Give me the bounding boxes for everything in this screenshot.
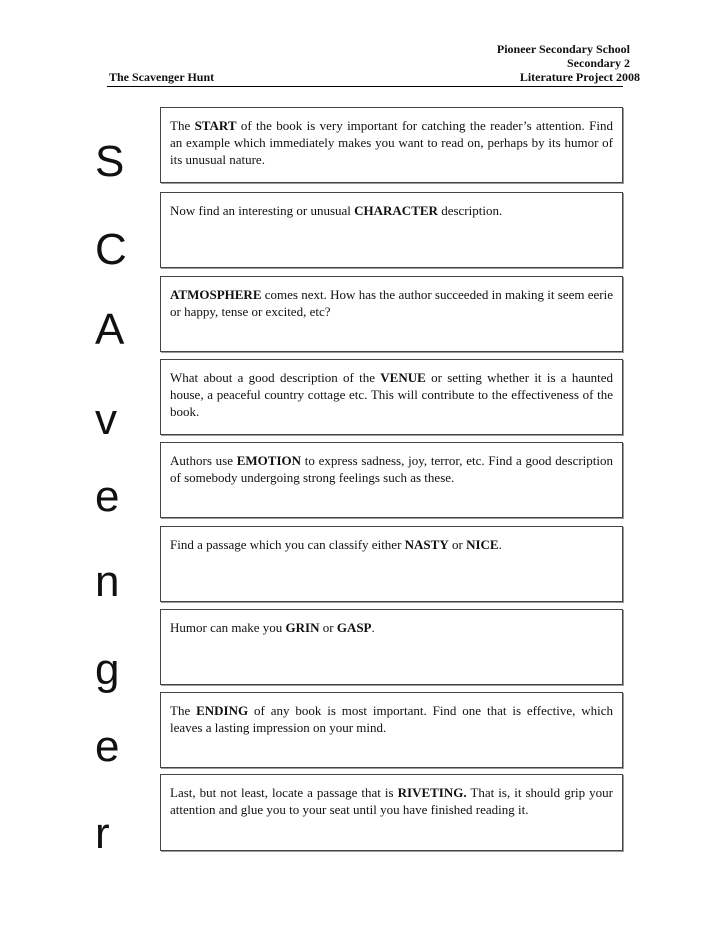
prompt-box-nasty-nice: Find a passage which you can classify either NASTY or NICE. xyxy=(160,526,623,602)
letter-g: g xyxy=(95,645,120,694)
school-name: Pioneer Secondary School xyxy=(496,42,630,56)
letter-r: r xyxy=(95,809,110,858)
letter-n: n xyxy=(95,557,120,606)
prompt-box-riveting: Last, but not least, locate a passage that is RIVETING. That is, it should grip your attention and glue you to your seat until you have finished reading it. xyxy=(160,774,623,851)
grade-level: Secondary 2 xyxy=(567,56,630,70)
prompt-box-ending: The ENDING of any book is most important. Find one that is effective, which leaves a lasting impression on your mind. xyxy=(160,692,623,768)
prompt-box-atmosphere: ATMOSPHERE comes next. How has the author succeeded in making it seem eerie or happy, tense or excited, etc? xyxy=(160,276,623,352)
prompt-box-emotion: Authors use EMOTION to express sadness, joy, terror, etc. Find a good description of somebody undergoing strong feelings such as these. xyxy=(160,442,623,518)
letter-e2: e xyxy=(95,722,120,771)
prompt-box-humor: Humor can make you GRIN or GASP. xyxy=(160,609,623,685)
project-name: Literature Project 2008 xyxy=(519,70,640,84)
prompt-box-character: Now find an interesting or unusual CHARACTER description. xyxy=(160,192,623,268)
worksheet-title: The Scavenger Hunt xyxy=(109,70,215,84)
prompt-box-venue: What about a good description of the VENUE or setting whether it is a haunted house, a peaceful country cottage etc. This will contribute to the effectiveness of the book. xyxy=(160,359,623,435)
prompt-box-start: The START of the book is very important for catching the reader’s attention. Find an example which immediately makes you want to read on, perhaps by its humor of its unusual nature. xyxy=(160,107,623,183)
letter-v: v xyxy=(95,395,117,444)
letter-s: S xyxy=(95,137,125,186)
letter-c: C xyxy=(95,225,127,274)
header-rule xyxy=(107,86,623,87)
letter-a: A xyxy=(95,305,125,354)
header-right xyxy=(496,42,640,84)
letter-e: e xyxy=(95,472,120,521)
